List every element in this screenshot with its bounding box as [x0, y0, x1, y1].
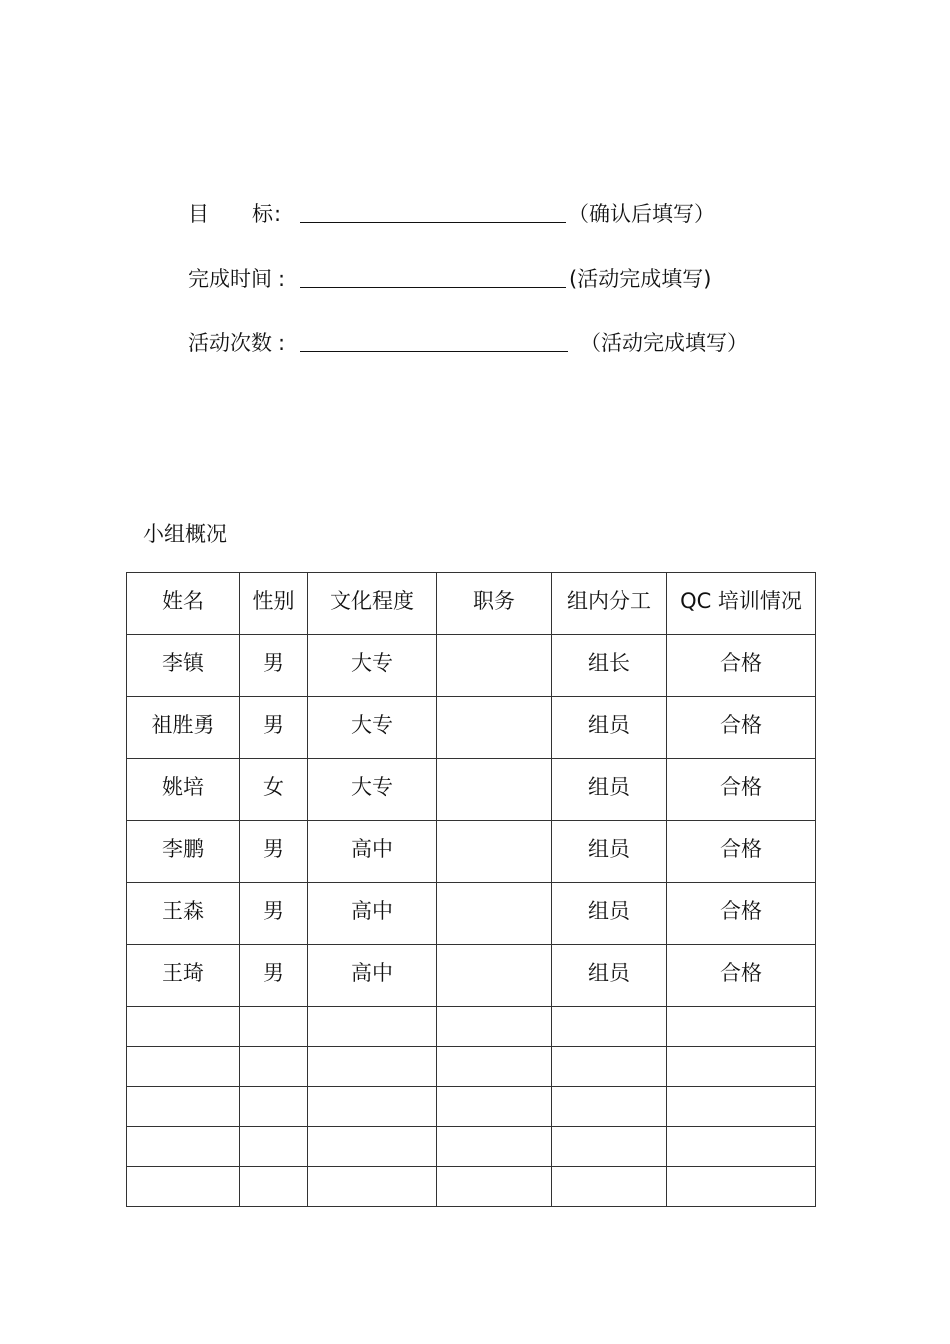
cell-position [437, 821, 552, 883]
cell-name: 祖胜勇 [127, 697, 240, 759]
empty-cell[interactable] [127, 1167, 240, 1207]
empty-cell[interactable] [437, 1007, 552, 1047]
cell-name: 王琦 [127, 945, 240, 1007]
empty-cell[interactable] [127, 1127, 240, 1167]
cell-role: 组长 [552, 635, 667, 697]
empty-table-row [127, 1167, 816, 1207]
empty-cell[interactable] [667, 1167, 816, 1207]
cell-qc-training: 合格 [667, 945, 816, 1007]
completion-time-note: (活动完成填写) [569, 267, 712, 291]
cell-education: 大专 [308, 697, 437, 759]
cell-education: 高中 [308, 945, 437, 1007]
cell-name: 姚培 [127, 759, 240, 821]
empty-cell[interactable] [667, 1047, 816, 1087]
empty-cell[interactable] [552, 1007, 667, 1047]
empty-cell[interactable] [308, 1087, 437, 1127]
cell-gender: 男 [240, 821, 308, 883]
table-row [127, 635, 816, 697]
empty-cell[interactable] [127, 1047, 240, 1087]
cell-gender: 男 [240, 883, 308, 945]
cell-role: 组员 [552, 821, 667, 883]
empty-cell[interactable] [240, 1167, 308, 1207]
completion-time-colon: : [278, 267, 286, 291]
cell-role: 组员 [552, 697, 667, 759]
table-row [127, 759, 816, 821]
empty-cell[interactable] [552, 1087, 667, 1127]
cell-name: 李镇 [127, 635, 240, 697]
activity-count-colon: : [278, 331, 286, 355]
table-row [127, 697, 816, 759]
empty-table-row [127, 1087, 816, 1127]
table-header-row [127, 573, 816, 635]
members-table [126, 572, 816, 1207]
header-education: 文化程度 [308, 573, 437, 635]
header-name: 姓名 [127, 573, 240, 635]
cell-position [437, 635, 552, 697]
empty-cell[interactable] [437, 1127, 552, 1167]
empty-cell[interactable] [308, 1167, 437, 1207]
empty-cell[interactable] [240, 1007, 308, 1047]
cell-qc-training: 合格 [667, 821, 816, 883]
cell-gender: 男 [240, 945, 308, 1007]
header-qc-training: QC 培训情况 [667, 573, 816, 635]
empty-cell[interactable] [667, 1087, 816, 1127]
cell-qc-training: 合格 [667, 635, 816, 697]
empty-table-row [127, 1127, 816, 1167]
cell-position [437, 759, 552, 821]
empty-table-row [127, 1007, 816, 1047]
cell-qc-training: 合格 [667, 883, 816, 945]
cell-education: 高中 [308, 821, 437, 883]
cell-role: 组员 [552, 759, 667, 821]
empty-cell[interactable] [308, 1127, 437, 1167]
cell-gender: 男 [240, 697, 308, 759]
activity-count-label: 活动次数 [188, 331, 272, 355]
activity-count-note: （活动完成填写） [580, 331, 748, 355]
cell-name: 王森 [127, 883, 240, 945]
goal-colon: : [274, 202, 282, 226]
cell-qc-training: 合格 [667, 697, 816, 759]
empty-cell[interactable] [437, 1167, 552, 1207]
goal-label-part2: 标 [252, 202, 273, 226]
cell-education: 大专 [308, 759, 437, 821]
activity-count-input-line[interactable] [300, 351, 568, 352]
cell-gender: 男 [240, 635, 308, 697]
empty-table-row [127, 1047, 816, 1087]
table-row [127, 883, 816, 945]
empty-cell[interactable] [667, 1007, 816, 1047]
goal-input-line[interactable] [300, 222, 566, 223]
section-title: 小组概况 [143, 522, 227, 546]
cell-role: 组员 [552, 945, 667, 1007]
cell-role: 组员 [552, 883, 667, 945]
cell-position [437, 883, 552, 945]
empty-cell[interactable] [667, 1127, 816, 1167]
table-row [127, 945, 816, 1007]
empty-cell[interactable] [240, 1047, 308, 1087]
cell-position [437, 697, 552, 759]
empty-cell[interactable] [127, 1007, 240, 1047]
empty-cell[interactable] [240, 1127, 308, 1167]
field-goal [188, 198, 768, 230]
empty-cell[interactable] [127, 1087, 240, 1127]
field-completion-time [188, 263, 768, 295]
cell-position [437, 945, 552, 1007]
empty-cell[interactable] [552, 1047, 667, 1087]
completion-time-input-line[interactable] [300, 287, 566, 288]
completion-time-label: 完成时间 [188, 267, 272, 291]
empty-cell[interactable] [308, 1047, 437, 1087]
table-row [127, 821, 816, 883]
cell-name: 李鹏 [127, 821, 240, 883]
empty-cell[interactable] [240, 1087, 308, 1127]
empty-cell[interactable] [437, 1047, 552, 1087]
cell-education: 大专 [308, 635, 437, 697]
empty-cell[interactable] [552, 1167, 667, 1207]
header-position: 职务 [437, 573, 552, 635]
cell-qc-training: 合格 [667, 759, 816, 821]
empty-cell[interactable] [552, 1127, 667, 1167]
cell-education: 高中 [308, 883, 437, 945]
goal-label-part1: 目 [188, 202, 209, 226]
header-gender: 性别 [240, 573, 308, 635]
header-role: 组内分工 [552, 573, 667, 635]
field-activity-count [188, 327, 768, 359]
cell-gender: 女 [240, 759, 308, 821]
empty-cell[interactable] [437, 1087, 552, 1127]
goal-note: （确认后填写） [568, 202, 715, 226]
empty-cell[interactable] [308, 1007, 437, 1047]
